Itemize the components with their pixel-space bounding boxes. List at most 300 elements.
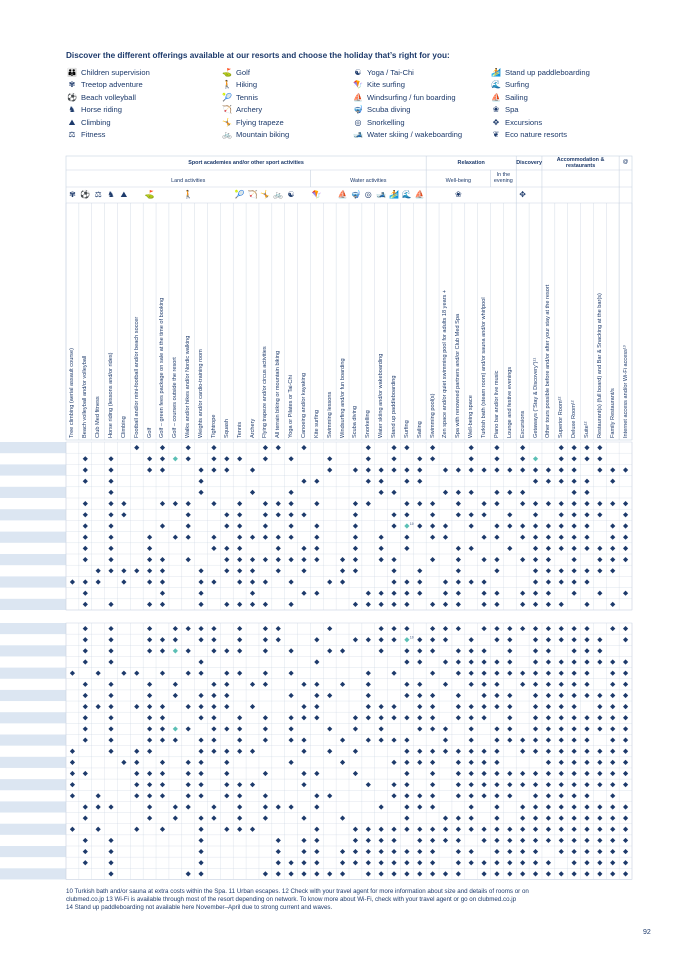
- offering-marker: [456, 771, 461, 776]
- offering-marker: [301, 860, 306, 865]
- offering-marker: [250, 579, 255, 584]
- offering-marker: [546, 501, 551, 506]
- offering-marker: [507, 849, 512, 854]
- legend-label: Excursions: [505, 117, 543, 127]
- header-activity-icon: 🤿: [350, 190, 361, 199]
- offering-marker: [494, 490, 499, 495]
- offering-marker: [507, 490, 512, 495]
- offering-marker: [134, 704, 139, 709]
- offering-marker: [276, 626, 281, 631]
- offering-marker: [623, 693, 628, 698]
- offering-marker: [559, 693, 564, 698]
- offering-marker: [366, 871, 371, 876]
- offering-marker: [572, 682, 577, 687]
- offering-marker: [237, 557, 242, 562]
- offering-marker: [456, 626, 461, 631]
- offering-marker: [147, 737, 152, 742]
- offering-marker: [83, 838, 88, 843]
- offering-marker: [520, 827, 525, 832]
- offering-marker: [314, 827, 319, 832]
- offering-marker: [584, 860, 589, 865]
- offering-marker: [584, 816, 589, 821]
- group-evening-label: In the evening: [493, 172, 513, 184]
- offering-marker: [147, 546, 152, 551]
- header-activity-icon: 🏄: [389, 190, 399, 199]
- offering-marker: [121, 501, 126, 506]
- offering-marker: [160, 771, 165, 776]
- offering-marker: [224, 648, 229, 653]
- offering-marker: [507, 523, 512, 528]
- offering-marker: [263, 637, 268, 642]
- offering-marker: [147, 782, 152, 787]
- offering-marker: [546, 771, 551, 776]
- offering-marker: [481, 467, 486, 472]
- offering-marker: [198, 693, 203, 698]
- offering-marker: [134, 568, 139, 573]
- offering-marker: [597, 693, 602, 698]
- offering-marker: [456, 602, 461, 607]
- offering-marker: [147, 771, 152, 776]
- offering-marker: [404, 816, 409, 821]
- offering-marker: [520, 849, 525, 854]
- offering-marker: [430, 501, 435, 506]
- offering-marker: [134, 793, 139, 798]
- offering-marker: [108, 467, 113, 472]
- legend-label: Hiking: [236, 80, 258, 90]
- offering-marker: [559, 804, 564, 809]
- offering-marker: [301, 737, 306, 742]
- offering-marker: [469, 726, 474, 731]
- offering-marker: [494, 445, 499, 450]
- offering-marker: [494, 860, 499, 865]
- offering-marker: [186, 523, 191, 528]
- offering-marker: [559, 715, 564, 720]
- offering-marker: [494, 456, 499, 461]
- offering-marker: [263, 602, 268, 607]
- offering-marker: [121, 568, 126, 573]
- offering-marker: [481, 535, 486, 540]
- offering-marker: [289, 535, 294, 540]
- offering-marker: [507, 793, 512, 798]
- offering-marker: [507, 467, 512, 472]
- offering-marker: [533, 479, 538, 484]
- offering-marker: [211, 546, 216, 551]
- offering-marker: [366, 479, 371, 484]
- offering-marker: [572, 535, 577, 540]
- offering-marker: [108, 737, 113, 742]
- offering-marker: [520, 501, 525, 506]
- offering-marker: [186, 771, 191, 776]
- offering-marker: [494, 726, 499, 731]
- offering-marker: [224, 568, 229, 573]
- horse-riding-icon: ♞: [68, 105, 76, 115]
- offering-marker: [186, 671, 191, 676]
- offering-marker: [366, 501, 371, 506]
- offering-marker: [417, 682, 422, 687]
- offering-marker: [430, 771, 435, 776]
- offering-marker: [173, 626, 178, 631]
- offering-marker: [572, 749, 577, 754]
- offering-marker: [417, 849, 422, 854]
- offering-marker: [404, 771, 409, 776]
- offering-marker: [198, 838, 203, 843]
- column-label: Swimming lessons: [326, 391, 333, 438]
- offering-marker: [108, 602, 113, 607]
- offering-marker: [610, 523, 615, 528]
- offering-marker: [546, 557, 551, 562]
- offering-marker: [443, 602, 448, 607]
- column-label: Turkish bath (steam room) and/or sauna and/or whirlpool: [481, 297, 488, 438]
- offering-marker: [469, 523, 474, 528]
- offering-marker: [147, 816, 152, 821]
- offering-marker: [623, 637, 628, 642]
- offering-marker: [584, 771, 589, 776]
- offering-marker: [443, 737, 448, 742]
- offering-marker: [533, 849, 538, 854]
- offering-marker: [520, 749, 525, 754]
- offering-marker: [559, 671, 564, 676]
- offering-marker: [340, 568, 345, 573]
- offering-marker: [572, 804, 577, 809]
- offering-marker: [546, 816, 551, 821]
- offering-marker: [456, 749, 461, 754]
- offering-marker: [301, 849, 306, 854]
- offering-marker: [469, 749, 474, 754]
- offering-marker: [224, 512, 229, 517]
- offering-marker: [263, 512, 268, 517]
- offering-marker: [404, 535, 409, 540]
- offering-marker: [520, 804, 525, 809]
- offering-marker: [546, 535, 551, 540]
- offering-marker: [353, 637, 358, 642]
- offering-marker: [276, 838, 281, 843]
- offering-marker: [198, 737, 203, 742]
- legend-label: Yoga / Tai-Chi: [367, 68, 414, 77]
- column-label: Excursions: [519, 410, 526, 438]
- offering-marker: [83, 659, 88, 664]
- legend-label: Climbing: [81, 117, 111, 127]
- offering-marker: [289, 760, 294, 765]
- offering-marker: [623, 467, 628, 472]
- offering-marker: [173, 804, 178, 809]
- row-band: [0, 623, 66, 634]
- offering-marker: [572, 557, 577, 562]
- offering-marker: [469, 860, 474, 865]
- offering-marker: [456, 579, 461, 584]
- offering-marker: [559, 871, 564, 876]
- offering-marker: [379, 479, 384, 484]
- legend-label: Mountain biking: [236, 130, 290, 139]
- offering-marker: [584, 602, 589, 607]
- offering-marker: [520, 445, 525, 450]
- offering-marker: [546, 871, 551, 876]
- offering-marker: [186, 626, 191, 631]
- footnote-marker: 10: [409, 522, 414, 526]
- offering-marker: [520, 682, 525, 687]
- column-label: Golf: [146, 427, 153, 438]
- offering-marker: [481, 626, 486, 631]
- column-label: Kite surfing: [313, 410, 320, 438]
- offering-marker: [224, 456, 229, 461]
- row-band: [0, 846, 66, 857]
- offering-marker: [443, 816, 448, 821]
- offering-marker: [456, 512, 461, 517]
- offering-marker: [108, 682, 113, 687]
- offering-marker: [353, 860, 358, 865]
- offering-marker: [301, 479, 306, 484]
- offering-marker: [610, 827, 615, 832]
- offering-marker: [160, 467, 165, 472]
- offering-marker: [610, 816, 615, 821]
- offering-marker: [404, 445, 409, 450]
- offering-marker: [147, 602, 152, 607]
- offering-marker: [481, 871, 486, 876]
- offering-marker: [250, 782, 255, 787]
- offering-marker: [276, 871, 281, 876]
- offering-marker: [263, 726, 268, 731]
- children-supervision-icon: 👪: [67, 68, 77, 77]
- offering-marker: [379, 637, 384, 642]
- offering-marker: [597, 568, 602, 573]
- offering-marker: [584, 501, 589, 506]
- offering-marker: [379, 715, 384, 720]
- offering-marker: [276, 568, 281, 573]
- offering-marker: [70, 782, 75, 787]
- offering-marker: [584, 804, 589, 809]
- offering-marker: [314, 682, 319, 687]
- offering-marker: [520, 771, 525, 776]
- offering-marker: [546, 827, 551, 832]
- offering-marker: [70, 671, 75, 676]
- offering-marker: [211, 693, 216, 698]
- legend-label: Stand up paddleboarding: [505, 68, 590, 77]
- offering-marker: [404, 512, 409, 517]
- offering-marker: [417, 501, 422, 506]
- snorkelling-icon: ◎: [354, 117, 362, 127]
- offering-marker: [584, 827, 589, 832]
- offering-marker: [417, 591, 422, 596]
- offering-marker: [533, 535, 538, 540]
- offering-marker: [108, 659, 113, 664]
- group-land-label: Land activities: [171, 178, 206, 184]
- offering-marker: [404, 693, 409, 698]
- offering-marker: [108, 648, 113, 653]
- offering-marker: [83, 626, 88, 631]
- offering-marker: [391, 591, 396, 596]
- offering-marker: [469, 704, 474, 709]
- offering-marker: [430, 637, 435, 642]
- offering-marker: [597, 726, 602, 731]
- offering-marker: [507, 671, 512, 676]
- offering-marker: [366, 671, 371, 676]
- offering-marker: [198, 568, 203, 573]
- offering-marker: [263, 456, 268, 461]
- offering-marker: [327, 749, 332, 754]
- offering-marker: [443, 467, 448, 472]
- offering-marker: [469, 659, 474, 664]
- yoga-icon: ☯: [354, 68, 362, 77]
- offering-marker: [83, 523, 88, 528]
- offering-marker: [353, 749, 358, 754]
- offering-marker: [572, 479, 577, 484]
- offering-marker: [391, 860, 396, 865]
- offering-marker: [160, 591, 165, 596]
- offering-marker: [263, 715, 268, 720]
- offering-marker: [623, 782, 628, 787]
- offering-marker: [572, 467, 577, 472]
- offering-marker: [430, 715, 435, 720]
- offering-marker: [353, 602, 358, 607]
- offering-marker: [391, 467, 396, 472]
- offering-marker: [83, 771, 88, 776]
- offering-marker: [584, 760, 589, 765]
- offering-marker: [520, 535, 525, 540]
- offering-marker: [507, 693, 512, 698]
- column-label: Golf – green fees package on sale at the time of booking: [159, 297, 166, 438]
- offering-marker: [263, 648, 268, 653]
- offering-marker: [391, 637, 396, 642]
- offering-marker: [391, 871, 396, 876]
- offering-marker: [559, 704, 564, 709]
- offering-marker: [263, 626, 268, 631]
- offering-marker: [237, 827, 242, 832]
- offering-marker: [456, 546, 461, 551]
- offering-marker: [186, 445, 191, 450]
- offering-marker: [610, 849, 615, 854]
- row-band: [0, 509, 66, 520]
- offering-marker: [353, 771, 358, 776]
- offering-marker: [391, 490, 396, 495]
- offering-marker: [456, 860, 461, 865]
- offering-marker: [289, 512, 294, 517]
- offering-marker: [186, 871, 191, 876]
- offering-marker: [584, 671, 589, 676]
- offering-marker: [430, 671, 435, 676]
- offering-marker: [430, 793, 435, 798]
- treetop-adventure-icon: ✾: [68, 80, 76, 90]
- column-label: Lounge and festive evenings: [506, 366, 513, 438]
- offering-marker: [83, 637, 88, 642]
- column-label: Getaways (“Stay & Discovery”)¹¹: [532, 357, 539, 438]
- offering-marker: [340, 682, 345, 687]
- legend-label: Spa: [505, 105, 519, 115]
- offering-marker: [96, 704, 101, 709]
- offering-marker: [469, 490, 474, 495]
- offering-marker: [353, 467, 358, 472]
- offering-marker: [198, 602, 203, 607]
- offering-marker: [507, 546, 512, 551]
- offering-marker: [546, 479, 551, 484]
- offering-marker: [366, 602, 371, 607]
- offering-marker: [211, 535, 216, 540]
- offering-marker: [83, 535, 88, 540]
- eco-nature-icon: ❦: [492, 130, 500, 139]
- offering-marker: [443, 838, 448, 843]
- row-band: [0, 599, 66, 610]
- offering-marker: [417, 568, 422, 573]
- column-label: Swimming pool(s): [429, 393, 436, 438]
- offering-marker: [404, 637, 409, 642]
- offering-marker: [456, 871, 461, 876]
- offering-marker: [443, 490, 448, 495]
- offering-marker: [160, 737, 165, 742]
- offering-marker: [559, 479, 564, 484]
- offering-marker: [147, 682, 152, 687]
- row-band: [0, 576, 66, 587]
- offering-marker: [572, 838, 577, 843]
- offering-marker: [597, 546, 602, 551]
- offering-marker: [237, 804, 242, 809]
- offering-marker: [160, 456, 165, 461]
- offering-marker: [572, 568, 577, 573]
- offering-marker: [456, 557, 461, 562]
- offering-marker: [289, 671, 294, 676]
- column-label: Beach volleyball and/or volleyball: [82, 355, 89, 438]
- offering-marker: [198, 771, 203, 776]
- offering-marker: [391, 715, 396, 720]
- offering-marker: [572, 737, 577, 742]
- offering-marker: [456, 490, 461, 495]
- offering-marker: [147, 749, 152, 754]
- offering-marker: [417, 523, 422, 528]
- offering-marker: [289, 871, 294, 876]
- offering-marker: [610, 871, 615, 876]
- offering-marker: [186, 648, 191, 653]
- offering-marker: [494, 871, 499, 876]
- offering-marker: [584, 737, 589, 742]
- offering-marker: [443, 535, 448, 540]
- offering-marker: [597, 512, 602, 517]
- offering-marker: [559, 749, 564, 754]
- header-activity-icon: ❀: [454, 190, 462, 199]
- offering-marker: [559, 849, 564, 854]
- group-wellbeing-label: Well-being: [445, 178, 472, 184]
- offering-marker: [340, 557, 345, 562]
- offering-marker: [456, 467, 461, 472]
- offering-marker: [533, 523, 538, 528]
- offering-marker: [572, 816, 577, 821]
- offering-marker: [327, 793, 332, 798]
- offering-marker: [494, 535, 499, 540]
- offering-marker: [237, 602, 242, 607]
- offering-marker: [237, 501, 242, 506]
- offering-marker: [289, 602, 294, 607]
- offering-marker: [533, 568, 538, 573]
- offering-marker: [559, 568, 564, 573]
- offering-marker: [404, 546, 409, 551]
- offering-marker: [160, 445, 165, 450]
- excursions-icon: ✥: [492, 117, 500, 127]
- offering-marker: [584, 782, 589, 787]
- offering-marker: [314, 804, 319, 809]
- offering-marker: [379, 704, 384, 709]
- offering-marker: [546, 671, 551, 676]
- offering-marker: [263, 737, 268, 742]
- offering-marker: [108, 479, 113, 484]
- offering-marker: [481, 591, 486, 596]
- row-band: [0, 824, 66, 835]
- offering-marker: [443, 637, 448, 642]
- offering-marker: [507, 648, 512, 653]
- offering-marker: [494, 591, 499, 596]
- offering-marker: [83, 579, 88, 584]
- offering-marker: [83, 501, 88, 506]
- offering-marker: [597, 704, 602, 709]
- offering-marker: [623, 659, 628, 664]
- footnotes: [66, 888, 626, 912]
- offering-marker: [379, 648, 384, 653]
- offering-marker: [520, 523, 525, 528]
